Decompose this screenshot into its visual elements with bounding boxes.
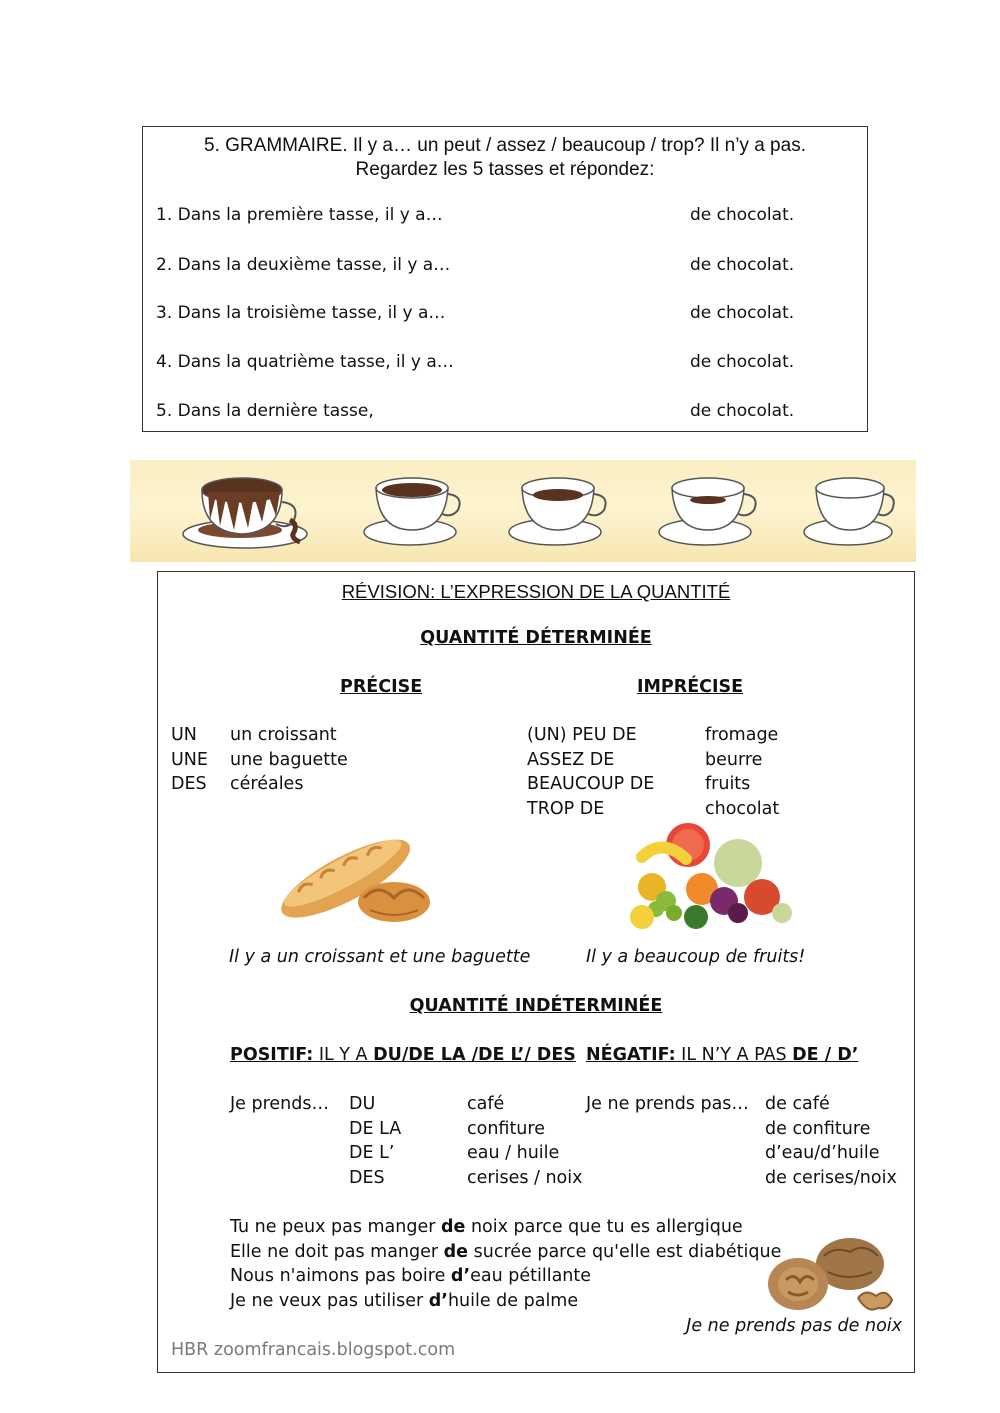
imprecise-word-4: chocolat: [705, 799, 780, 819]
question-1: 1. Dans la première tasse, il y a…: [156, 205, 443, 225]
positif-art-4: DES: [349, 1168, 385, 1188]
precise-art-2: UNE: [171, 750, 208, 770]
exercise-title: 5. GRAMMAIRE. Il y a… un peut / assez / beaucoup / trop? Il n’y a pas.: [204, 135, 806, 156]
negatif-text: IL N’Y A PAS: [675, 1045, 793, 1065]
cup-little-icon: [659, 478, 756, 545]
je-ne-prends: Je ne prends pas…: [586, 1094, 749, 1114]
revision-box: [157, 571, 915, 1373]
imprecise-heading: IMPRÉCISE: [637, 677, 744, 697]
question-3-suffix: de chocolat.: [690, 303, 795, 323]
question-2-suffix: de chocolat.: [690, 255, 795, 275]
cups-svg: [130, 460, 916, 562]
imprecise-expr-4: TROP DE: [527, 799, 605, 819]
example-1: Tu ne peux pas manger de noix parce que tu es allergique: [230, 1217, 743, 1237]
precise-word-3: céréales: [230, 774, 304, 794]
positif-word-2: confiture: [467, 1119, 545, 1139]
caption-fruits: Il y a beaucoup de fruits!: [586, 947, 806, 967]
exercise-box: [142, 126, 868, 432]
indeterminee-heading: QUANTITÉ INDÉTERMINÉE: [409, 996, 663, 1016]
caption-noix: Je ne prends pas de noix: [686, 1316, 902, 1336]
negatif-heading: [586, 1045, 858, 1065]
question-1-suffix: de chocolat.: [690, 205, 795, 225]
positif-word-3: eau / huile: [467, 1143, 560, 1163]
negatif-word-2: de confiture: [765, 1119, 871, 1139]
revision-title: RÉVISION: L’EXPRESSION DE LA QUANTITÉ: [341, 581, 731, 602]
positif-heading: [230, 1045, 576, 1065]
determinee-heading: QUANTITÉ DÉTERMINÉE: [420, 628, 652, 648]
je-prends: Je prends…: [230, 1094, 329, 1114]
question-5: 5. Dans la dernière tasse,: [156, 401, 374, 421]
exercise-instruction: Regardez les 5 tasses et répondez:: [355, 159, 655, 180]
negatif-word-3: d’eau/d’huile: [765, 1143, 880, 1163]
walnuts-image: [762, 1232, 902, 1316]
question-3: 3. Dans la troisième tasse, il y a…: [156, 303, 446, 323]
question-2: 2. Dans la deuxième tasse, il y a…: [156, 255, 451, 275]
cup-empty-icon: [804, 478, 894, 545]
positif-art-1: DU: [349, 1094, 376, 1114]
cup-full-icon: [364, 478, 460, 545]
cups-illustration: [130, 460, 916, 562]
example-3: Nous n'aimons pas boire d’eau pétillante: [230, 1266, 592, 1286]
question-5-suffix: de chocolat.: [690, 401, 795, 421]
precise-heading: PRÉCISE: [340, 677, 423, 697]
negatif-word-1: de café: [765, 1094, 830, 1114]
example-2: Elle ne doit pas manger de sucrée parce qu'elle est diabétique: [230, 1242, 782, 1262]
precise-art-1: UN: [171, 725, 197, 745]
imprecise-word-2: beurre: [705, 750, 763, 770]
negatif-word-4: de cerises/noix: [765, 1168, 897, 1188]
bread-image: [266, 820, 436, 930]
imprecise-expr-2: ASSEZ DE: [527, 750, 615, 770]
positif-label: POSITIF:: [230, 1045, 314, 1065]
imprecise-word-1: fromage: [705, 725, 779, 745]
positif-text: IL Y A: [313, 1045, 374, 1065]
question-4: 4. Dans la quatrième tasse, il y a…: [156, 352, 454, 372]
positif-word-4: cerises / noix: [467, 1168, 583, 1188]
imprecise-word-3: fruits: [705, 774, 751, 794]
cup-half-icon: [509, 478, 606, 545]
positif-articles: DU/DE LA /DE L’/ DES: [373, 1045, 576, 1065]
imprecise-expr-3: BEAUCOUP DE: [527, 774, 655, 794]
imprecise-expr-1: (UN) PEU DE: [527, 725, 637, 745]
example-4: Je ne veux pas utiliser d’huile de palme: [230, 1291, 579, 1311]
precise-word-2: une baguette: [230, 750, 348, 770]
positif-art-2: DE LA: [349, 1119, 402, 1139]
precise-art-3: DES: [171, 774, 207, 794]
positif-word-1: café: [467, 1094, 505, 1114]
positif-art-3: DE L’: [349, 1143, 395, 1163]
fruits-image: [612, 817, 796, 937]
caption-bread: Il y a un croissant et une baguette: [229, 947, 531, 967]
negatif-articles: DE / D’: [792, 1045, 859, 1065]
footer-credit: HBR zoomfrancais.blogspot.com: [171, 1340, 456, 1360]
question-4-suffix: de chocolat.: [690, 352, 795, 372]
cup-overflowing-icon: [183, 478, 307, 548]
precise-word-1: un croissant: [230, 725, 337, 745]
negatif-label: NÉGATIF:: [586, 1045, 676, 1065]
